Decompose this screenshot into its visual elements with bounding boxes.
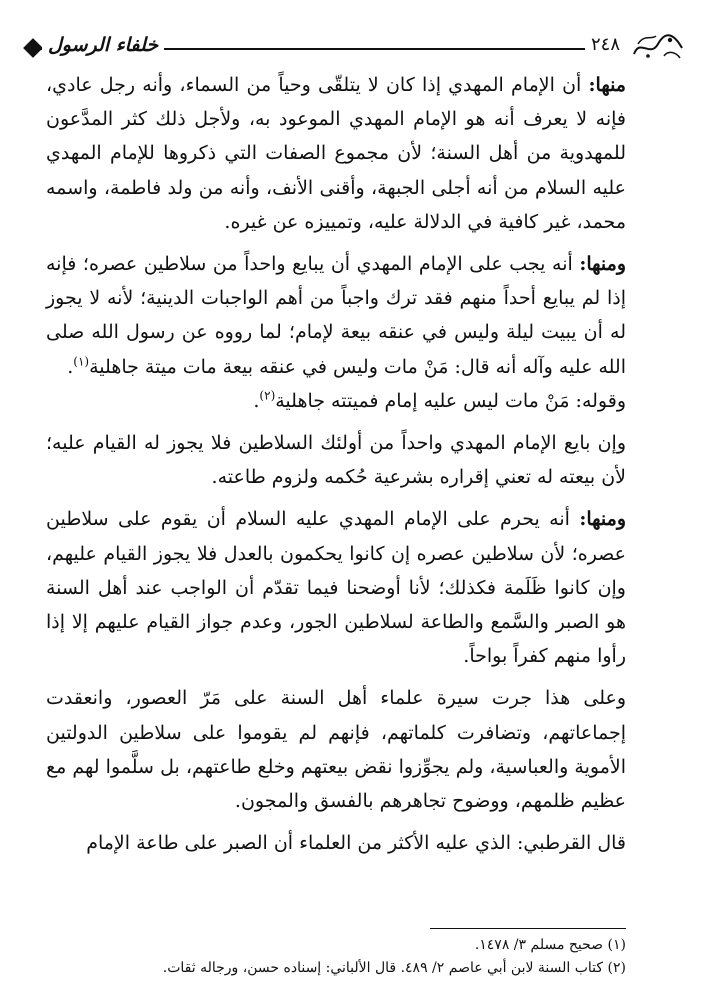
running-book-title: خلفاء الرسول bbox=[42, 30, 164, 60]
paragraph-3 bbox=[46, 384, 626, 418]
footnote-2: (٢) كتاب السنة لابن أبي عاصم ٢/ ٤٨٩. قال الألباني: إسناده حسن، ورجاله ثقات. bbox=[162, 960, 626, 976]
paragraph-tail: . bbox=[253, 389, 260, 412]
footnote-ref-1: (١) bbox=[73, 354, 90, 369]
paragraph-text: أنه يجب على الإمام المهدي أن يبايع واحداً من سلاطين عصره؛ فإنه إذا لم يبايع أحداً منهم فقد ترك واجباً من أهم الواجبات الدينية؛ لأنه لا يجوز له أن يبيت ليلة وليس في عنقه بيعة لإمام؛ لما رووه عن رسول الله صلى الله عليه وآله أنه قال: مَنْ مات وليس في عنقه بيعة مات ميتة جاهلية bbox=[46, 253, 626, 378]
paragraph-text: وعلى هذا جرت سيرة علماء أهل السنة على مَرّ العصور، وانعقدت إجماعاتهم، وتضافرت كلماتهم، فإنهم لم يقوموا على سلاطين الدولتين الأموية والعباسية، ولم يجوِّزوا نقض بيعتهم وخلع طاعتهم، بل سلَّموا لهم مع عظيم ظلمهم، ووضوح تجاهرهم بالفسق والمجون. bbox=[46, 687, 626, 813]
paragraph-text: أن الإمام المهدي إذا كان لا يتلقّى وحياً من السماء، وأنه رجل عادي، فإنه لا يعرف أنه هو الإمام المهدي الموعود به، ولأجل ذلك كثر المدَّعون للمهدوية من أهل السنة؛ لأن مجموع الصفات التي ذكروها للإمام المهدي عليه السلام من أنه أجلى الجبهة، وأقنى الأنف، وأنه من ولد فاطمة، واسمه محمد، غير كافية في الدلالة عليه، وتمييزه عن غيره. bbox=[46, 74, 626, 233]
paragraph-tail: . bbox=[67, 355, 74, 378]
footnote-1: (١) صحيح مسلم ٣/ ١٤٧٨. bbox=[474, 937, 626, 953]
page-header bbox=[26, 30, 686, 64]
paragraph-7 bbox=[46, 826, 626, 860]
paragraph-5 bbox=[46, 502, 626, 673]
paragraph-text: قال القرطبي: الذي عليه الأكثر من العلماء أن الصبر على طاعة الإمام bbox=[86, 832, 626, 855]
page-number: ٢٤٨ bbox=[585, 32, 626, 58]
paragraph-lead: ومنها: bbox=[579, 253, 626, 276]
paragraph-4 bbox=[46, 426, 626, 494]
paragraph-1 bbox=[46, 68, 626, 239]
paragraph-text: وقوله: مَنْ مات ليس عليه إمام فميتته جاهلية bbox=[275, 389, 626, 412]
paragraph-text: وإن بايع الإمام المهدي واحداً من أولئك السلاطين فلا يجوز له القيام عليه؛ لأن بيعته له تعني إقراره بشرعية حُكمه ولزوم طاعته. bbox=[46, 432, 626, 489]
paragraph-lead: ومنها: bbox=[579, 508, 626, 531]
paragraph-2 bbox=[46, 247, 626, 384]
footnote-separator bbox=[430, 928, 626, 929]
paragraph-6 bbox=[46, 681, 626, 818]
paragraph-lead: منها: bbox=[588, 74, 626, 96]
calligraphic-ornament-icon bbox=[630, 30, 686, 62]
diamond-ornament-icon bbox=[23, 38, 43, 58]
main-text bbox=[46, 68, 626, 860]
footnotes bbox=[46, 934, 626, 980]
footnote-ref-2: (٢) bbox=[259, 388, 276, 403]
paragraph-text: أنه يحرم على الإمام المهدي عليه السلام أن يقوم على سلاطين عصره؛ لأن سلاطين عصره إن كانوا يحكمون بالعدل فلا يجوز القيام عليهم، وإن كانوا ظَلَمة فكذلك؛ لأنا أوضحنا فيما تقدّم أن الواجب عند أهل السنة هو الصبر والسَّمع والطاعة لسلاطين الجور، وعدم جواز القيام عليهم إلا إذا رأوا منهم كفراً بواحاً. bbox=[46, 508, 626, 668]
